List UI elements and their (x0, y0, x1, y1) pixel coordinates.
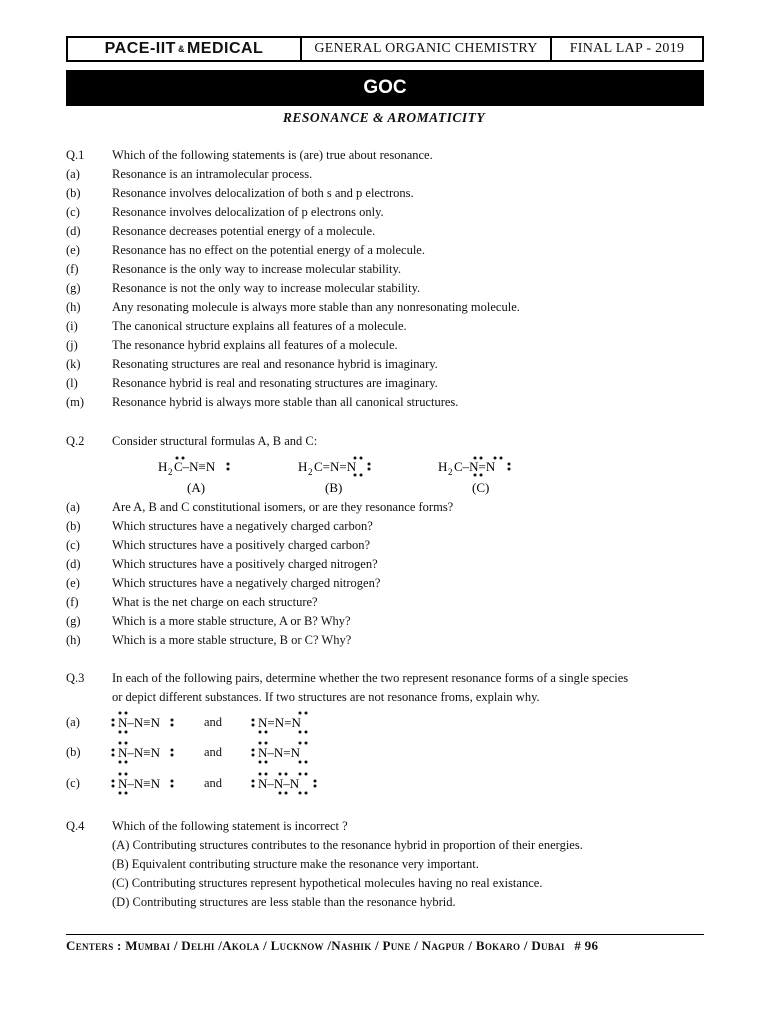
svg-text:2: 2 (448, 467, 453, 477)
q2-option-label: (c) (66, 538, 80, 552)
svg-text:2: 2 (308, 467, 313, 477)
q2-stem (66, 433, 706, 449)
structure-c-label: (C) (472, 480, 490, 495)
q1-option-text: Resonance is the only way to increase molecular stability. (112, 262, 402, 276)
q2-option-text: Which structures have a positively charged nitrogen? (112, 557, 378, 571)
q2-option-label: (h) (66, 633, 81, 647)
q1-option-text: Resonance hybrid is real and resonating structures are imaginary. (112, 376, 438, 390)
section-title: RESONANCE & AROMATICITY (282, 110, 486, 125)
q4-option (66, 856, 706, 872)
q4-number: Q.4 (66, 819, 85, 833)
q1-option-label: (c) (66, 205, 80, 219)
svg-text:H: H (438, 459, 448, 474)
q2-option (66, 632, 706, 648)
q1-option-text: Resonance hybrid is always more stable than all canonical structures. (112, 395, 459, 409)
q2-option-text: Which is a more stable structure, B or C? Why? (112, 633, 352, 647)
q1-option-label: (j) (66, 338, 78, 352)
q4-option-text: (C) Contributing structures represent hypothetical molecules having no real existance. (112, 876, 543, 890)
q3-pair-a-and: and (204, 715, 223, 729)
pair-a-right-formula: N=N=N (258, 715, 301, 730)
pair-c-left (112, 773, 174, 795)
brand-logo (68, 38, 302, 60)
q1-option (66, 242, 706, 258)
header-paper: FINAL LAP - 2019 (569, 41, 685, 56)
pair-b-right (252, 742, 308, 764)
q1-option (66, 204, 706, 220)
page-number: # 96 (574, 938, 599, 953)
q2-option (66, 499, 706, 515)
structure-b (298, 457, 371, 496)
structure-b-label: (B) (325, 480, 343, 495)
q4-option-text: (D) Contributing structures are less stable than the resonance hybrid. (112, 895, 456, 909)
q1-option-text: Resonance decreases potential energy of a molecule. (112, 224, 376, 238)
q1-option-text: Any resonating molecule is always more stable than any nonresonating molecule. (112, 300, 520, 314)
q1-option-text: Resonance has no effect on the potential energy of a molecule. (112, 243, 425, 257)
svg-text:H: H (158, 459, 168, 474)
structure-a (158, 457, 230, 496)
q2-option-text: Which is a more stable structure, A or B? Why? (112, 614, 351, 628)
q1-option-text: The resonance hybrid explains all features of a molecule. (112, 338, 398, 352)
q2-option-label: (g) (66, 614, 81, 628)
structure-c (438, 457, 511, 496)
q1-option-text: The canonical structure explains all features of a molecule. (112, 319, 407, 333)
q2-option (66, 518, 706, 534)
q2-text: Consider structural formulas A, B and C: (112, 434, 318, 448)
q1-option-text: Resonance involves delocalization of p electrons only. (112, 205, 384, 219)
q1-option-label: (g) (66, 281, 81, 295)
chapter-banner: GOC (66, 70, 704, 106)
q3-stem (66, 670, 706, 686)
q1-option-text: Resonance is an intramolecular process. (112, 167, 313, 181)
logo-amp: & (177, 44, 185, 54)
q1-option (66, 299, 706, 315)
q4-option (66, 875, 706, 891)
structure-a-formula: C–N≡N (174, 459, 216, 474)
q2-option-text: Which structures have a positively charged carbon? (112, 538, 371, 552)
pair-c-right-formula: N–N–N (258, 776, 300, 791)
q1-option (66, 394, 706, 410)
q1-option-label: (e) (66, 243, 80, 257)
q4-stem (66, 818, 706, 834)
pair-a-right (252, 712, 308, 734)
svg-text:H: H (298, 459, 308, 474)
pair-b-left (112, 742, 174, 764)
q2-option (66, 556, 706, 572)
q3-pair-b-and: and (204, 745, 223, 759)
structure-b-formula: C=N=N (314, 459, 357, 474)
q1-option-label: (m) (66, 395, 85, 409)
q2-option-text: Which structures have a negatively charged carbon? (112, 519, 373, 533)
q1-option (66, 375, 706, 391)
q1-option (66, 318, 706, 334)
q2-option-label: (f) (66, 595, 79, 609)
pair-a-left (112, 712, 174, 734)
q1-number: Q.1 (66, 148, 85, 162)
q4-option-text: (A) Contributing structures contributes to the resonance hybrid in proportion of their energies. (112, 838, 583, 852)
q1-option-text: Resonance involves delocalization of both s and p electrons. (112, 186, 414, 200)
structure-a-label: (A) (187, 480, 206, 495)
logo-tail: MEDICAL (186, 40, 264, 57)
q1-option-label: (l) (66, 376, 78, 390)
q1-option-label: (h) (66, 300, 81, 314)
q4-option (66, 837, 706, 853)
pair-b-left-formula: N–N≡N (118, 745, 160, 760)
q1-option-label: (k) (66, 357, 81, 371)
q3-pair-c-label: (c) (66, 776, 80, 790)
q1-option-label: (i) (66, 319, 78, 333)
q2-structures (150, 452, 530, 498)
q2-option (66, 575, 706, 591)
pair-c-left-formula: N–N≡N (118, 776, 160, 791)
q2-option-text: What is the net charge on each structure? (112, 595, 318, 609)
q2-number: Q.2 (66, 434, 85, 448)
q2-option-text: Are A, B and C constitutional isomers, or are they resonance forms? (112, 500, 454, 514)
q3-pair-structures (108, 708, 338, 808)
q2-option (66, 537, 706, 553)
q4-option-text: (B) Equivalent contributing structure make the resonance very important. (112, 857, 479, 871)
q2-option-label: (b) (66, 519, 81, 533)
q1-option (66, 166, 706, 182)
q1-stem (66, 147, 706, 163)
q1-option (66, 185, 706, 201)
q1-option (66, 356, 706, 372)
q1-option (66, 337, 706, 353)
header-subject: GENERAL ORGANIC CHEMISTRY (302, 38, 552, 60)
q3-pair-c-and: and (204, 776, 223, 790)
q1-option-label: (b) (66, 186, 81, 200)
pair-c-right (252, 773, 317, 795)
q1-option-text: Resonance is not the only way to increase molecular stability. (112, 281, 421, 295)
svg-text:2: 2 (168, 467, 173, 477)
pair-b-right-formula: N–N=N (258, 745, 300, 760)
page-header (66, 36, 704, 62)
q1-option-label: (f) (66, 262, 79, 276)
q3-pair-b-label: (b) (66, 745, 81, 759)
q3-number: Q.3 (66, 671, 85, 685)
q1-option (66, 223, 706, 239)
q1-option-text: Resonating structures are real and resonance hybrid is imaginary. (112, 357, 438, 371)
q2-option (66, 594, 706, 610)
q1-option (66, 280, 706, 296)
q1-option-label: (d) (66, 224, 81, 238)
q3-text-line1: In each of the following pairs, determine whether the two represent resonance forms of a single species (112, 671, 629, 685)
q2-option-label: (a) (66, 500, 80, 514)
logo-main: PACE-IIT (104, 40, 176, 57)
q3-text-line2: or depict different substances. If two structures are not resonance froms, explain why. (112, 690, 540, 704)
page-footer (66, 938, 704, 954)
footer-rule (66, 934, 704, 935)
q1-option (66, 261, 706, 277)
pair-a-left-formula: N–N≡N (118, 715, 160, 730)
q2-option-label: (d) (66, 557, 81, 571)
q3-pair-a-label: (a) (66, 715, 80, 729)
q1-text: Which of the following statements is (are) true about resonance. (112, 148, 433, 162)
q2-option (66, 613, 706, 629)
q4-option (66, 894, 706, 910)
q4-text: Which of the following statement is incorrect ? (112, 819, 348, 833)
footer-centers: Centers : Mumbai / Delhi /Akola / Lucknow /Nashik / Pune / Nagpur / Bokaro / Dubai (66, 938, 565, 953)
q2-option-text: Which structures have a negatively charged nitrogen? (112, 576, 381, 590)
structure-c-formula: C–N=N (454, 459, 496, 474)
q2-option-label: (e) (66, 576, 80, 590)
q1-option-label: (a) (66, 167, 80, 181)
q3-stem-2 (66, 689, 706, 705)
